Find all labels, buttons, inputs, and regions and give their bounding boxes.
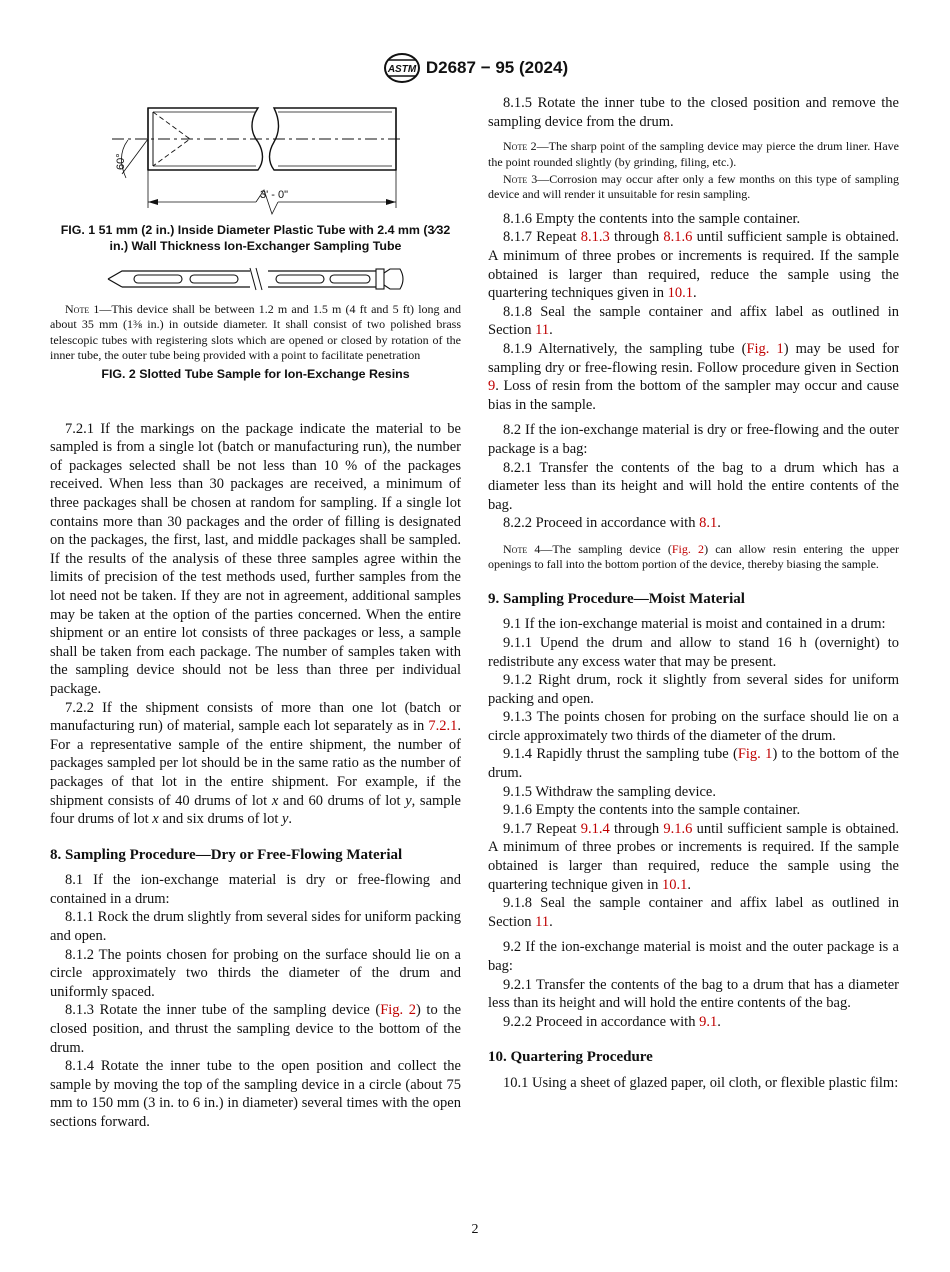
xref-link[interactable]: 9.1.6 [663, 820, 693, 837]
document-designation: D2687 − 95 (2024) [425, 58, 569, 77]
left-column [50, 94, 461, 1132]
note-2: Note 2—The sharp point of the sampling device may pierce the drum liner. Have the point rounded slightly (by grinding, filing, etc.). [488, 139, 899, 169]
para-8-1: 8.1 If the ion-exchange material is dry or free-flowing and contained in a drum: [50, 872, 461, 907]
para-7-2-1: 7.2.1 If the markings on the package indicate the material to be sampled is from a single lot (batch or manufacturing run), the number of packages selected shall be not less than 10 % of the packages received. When less than 30 packages are received, a minimum of three packages shall be chosen at random for sampling. If a single lot contains more than 30 packages and the order of filling is designated on the packages, the first, last, and middle packages shall be sampled. If the results of the analysis of these three samples agree within the limits of precision of the test methods used, further samples from the lot need not be taken. If they are not in agreement, additional samples may be taken at the option of the parties concerned. When the entire shipment or an entire lot consists of three packages or less, a sample shall be taken from each package. The number of samples taken with the sampling device should not be less than three per individual package. [50, 420, 461, 697]
para-9-1-7: 9.1.7 Repeat 9.1.4 through 9.1.6 until sufficient sample is obtained. A minimum of three probes or increments is required. If the sample obtained is larger than required, reduce the sample using the quartering technique given in 10.1. [488, 820, 899, 893]
para-9-1-5: 9.1.5 Withdraw the sampling device. [503, 783, 716, 800]
note-4: Note 4—The sampling device (Fig. 2) can allow resin entering the upper openings to fall into the bottom portion of the device, thereby biasing the sample. [488, 541, 900, 572]
note-label: Note 3 [503, 172, 538, 186]
para-8-2-1: 8.2.1 Transfer the contents of the bag to a drum which has a diameter less than its height and will hold the entire contents of the bag. [488, 459, 899, 513]
xref-link[interactable]: 10.1 [667, 285, 693, 302]
xref-link[interactable]: 9 [488, 378, 496, 395]
para-9-2-1: 9.2.1 Transfer the contents of the bag to a drum that has a diameter less than its height and will hold the entire contents of the bag. [488, 976, 899, 1012]
xref-link[interactable]: Fig. 2 [380, 1002, 417, 1019]
right-column [488, 94, 899, 1093]
fig2-note: Note 1—This device shall be between 1.2 m and 1.5 m (4 ft and 5 ft) long and about 35 mm (1⅜ in.) in outside diameter. It shall consist of two polished brass telescopic tubes with registering slots which are opened or closed by rotation of the inner tube, the outer tube being provided with a point to facilitate penetration [50, 302, 462, 363]
para-8-2: 8.2 If the ion-exchange material is dry or free-flowing and the outer package is a bag: [488, 422, 899, 457]
para-9-1-4: 9.1.4 Rapidly thrust the sampling tube (Fig. 1) to the bottom of the drum. [488, 746, 899, 782]
fig2-caption: FIG. 2 Slotted Tube Sample for Ion-Exchange Resins [101, 366, 410, 381]
para-8-1-9: 8.1.9 Alternatively, the sampling tube (Fig. 1) may be used for sampling dry or free-flowing resin. Follow procedure given in Section 9. Loss of resin from the bottom of the sampler may occur and cause bias in the sample. [488, 340, 899, 413]
logo-text: ASTM [387, 64, 417, 75]
xref-link[interactable]: Fig. 1 [746, 340, 784, 357]
note-3: Note 3—Corrosion may occur after only a few months on this type of sampling device and will render it unsuitable for resin sampling. [488, 172, 900, 202]
para-9-1-2: 9.1.2 Right drum, rock it slightly from several sides for uniform packing and open. [488, 672, 899, 707]
para-8-1-5: 8.1.5 Rotate the inner tube to the closed position and remove the sampling device from the drum. [488, 95, 899, 130]
para-8-1-6: 8.1.6 Empty the contents into the sample container. [503, 210, 801, 227]
para-8-1-2: 8.1.2 The points chosen for probing on the surface should lie on a circle approximately two thirds the diameter of the drum and uniformly spaced. [50, 946, 461, 1000]
note-label: Note 1 [65, 302, 100, 316]
xref-link[interactable]: 7.2.1 [428, 718, 458, 735]
para-8-1-7: 8.1.7 Repeat 8.1.3 through 8.1.6 until sufficient sample is obtained. A minimum of three probes or increments is required. If the sample obtained is larger than required, reduce the sample using the quartering techniques given in 10.1. [488, 229, 899, 302]
xref-link[interactable]: 10.1 [661, 876, 688, 893]
para-8-1-1: 8.1.1 Rock the drum slightly from several sides for uniform packing and open. [50, 909, 461, 945]
xref-link[interactable]: 8.1.6 [663, 229, 693, 246]
para-9-1-1: 9.1.1 Upend the drum and allow to stand 16 h (overnight) to redistribute any excess water that may be present. [488, 634, 899, 670]
para-9-2-2: 9.2.2 Proceed in accordance with 9.1. [503, 1013, 721, 1030]
fig1-caption: FIG. 1 51 mm (2 in.) Inside Diameter Plastic Tube with 2.4 mm (3⁄32 in.) Wall Thickness Ion-Exchanger Sampling Tube [60, 223, 451, 253]
para-7-2-2: 7.2.2 If the shipment consists of more than one lot (batch or manufacturing run) of material, sample each lot separately as in 7.2.1. For a representative sample of the entire shipment, the number of packages sampled per lot should be in the same ratio as the number of packages of that lot in the entire shipment. For example, if the shipment consists of 40 drums of lot x and 60 drums of lot y, sample four drums of lot x and six drums of lot y. [50, 699, 461, 828]
para-9-1-3: 9.1.3 The points chosen for probing on the surface should lie on a circle approximately two thirds of the diameter of the drum. [488, 709, 899, 744]
xref-link[interactable]: 9.1 [699, 1013, 718, 1030]
note-label: Note 4 [503, 541, 541, 556]
xref-link[interactable]: 8.1 [699, 515, 718, 532]
xref-link[interactable]: Fig. 1 [737, 746, 773, 763]
fig1-diagram [50, 94, 461, 216]
para-8-1-3: 8.1.3 Rotate the inner tube of the sampling device (Fig. 2) to the closed position, and thrust the sampling device to the bottom of the drum. [50, 1002, 462, 1056]
section-8-heading: 8. Sampling Procedure—Dry or Free-Flowing Material [50, 846, 403, 863]
page-header [0, 52, 950, 84]
xref-link[interactable]: 8.1.3 [580, 229, 610, 246]
xref-link[interactable]: 11 [535, 913, 550, 930]
fig2-diagram [50, 264, 461, 294]
para-10-1: 10.1 Using a sheet of glazed paper, oil cloth, or flexible plastic film: [503, 1074, 899, 1091]
para-9-1: 9.1 If the ion-exchange material is moist and contained in a drum: [503, 616, 886, 633]
para-9-1-8: 9.1.8 Seal the sample container and affix label as outlined in Section 11. [488, 895, 899, 930]
xref-link[interactable]: 9.1.4 [580, 820, 610, 837]
xref-link[interactable]: 11 [535, 322, 550, 339]
page-number: 2 [471, 1222, 479, 1237]
para-8-2-2: 8.2.2 Proceed in accordance with 8.1. [503, 515, 721, 532]
fig1-angle-label: 60° [115, 153, 127, 170]
astm-logo-icon [382, 52, 422, 84]
section-9-heading: 9. Sampling Procedure—Moist Material [488, 590, 745, 607]
section-10-heading: 10. Quartering Procedure [488, 1049, 653, 1066]
para-8-1-4: 8.1.4 Rotate the inner tube to the open position and collect the sample by moving the top of the sampling device in a circle (about 75 mm to 150 mm (3 in. to 6 in.) in diameter) several times with the open sections forward. [50, 1058, 461, 1130]
para-8-1-8: 8.1.8 Seal the sample container and affix label as outlined in Section 11. [488, 303, 899, 339]
para-9-2: 9.2 If the ion-exchange material is moist and the outer package is a bag: [488, 939, 899, 974]
note-label: Note 2 [503, 139, 537, 154]
xref-link[interactable]: Fig. 2 [671, 541, 705, 556]
para-9-1-6: 9.1.6 Empty the contents into the sample container. [503, 802, 801, 819]
fig1-length-label: 3' - 0" [259, 189, 289, 201]
